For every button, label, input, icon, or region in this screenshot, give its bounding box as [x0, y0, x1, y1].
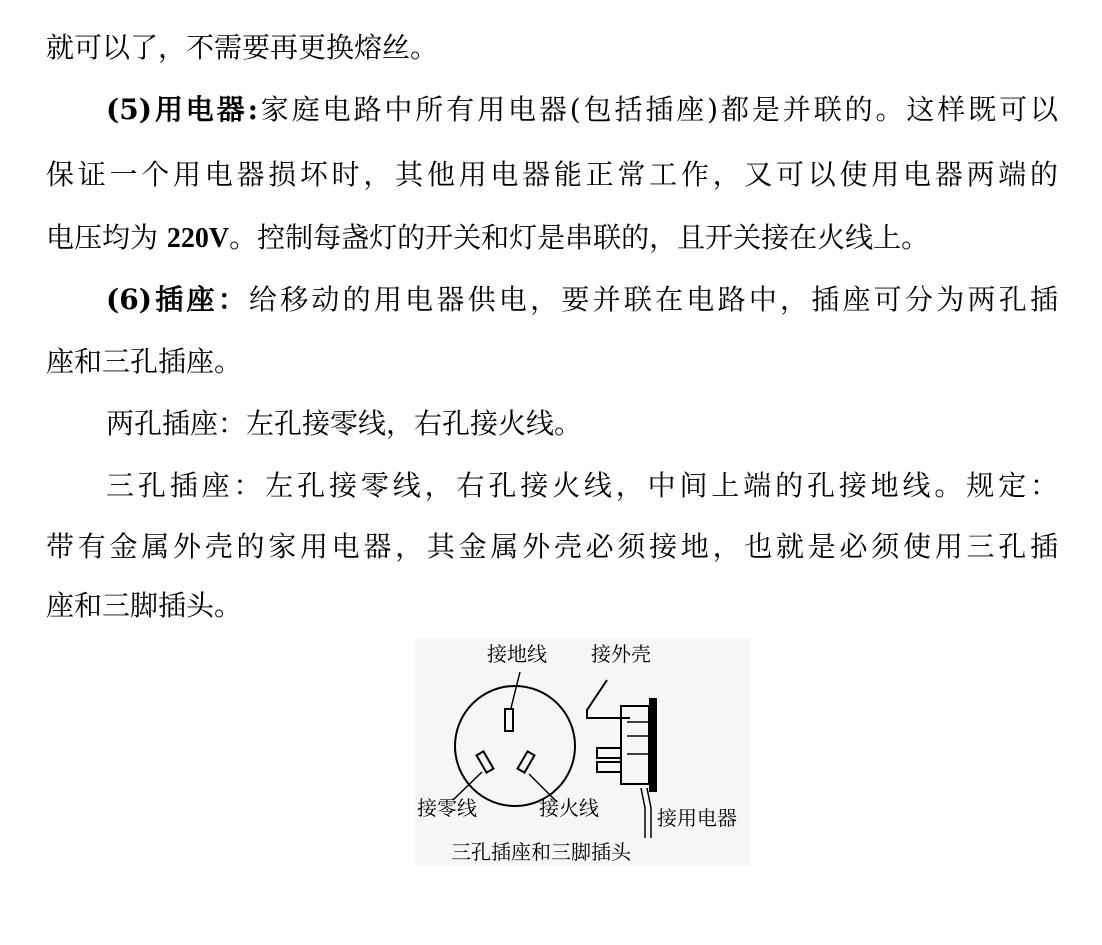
text-line-4 [46, 218, 1058, 259]
socket-plug-drawing [415, 638, 751, 866]
plug-flange [649, 698, 657, 792]
text-line-7: 两孔插座：左孔接零线，右孔接火线。 [106, 407, 583, 440]
label-shell: 接外壳 [591, 642, 651, 666]
label-ground: 接地线 [487, 642, 547, 666]
text-line-5 [106, 280, 1058, 320]
text-span: 。控制每盏灯的开关和灯是串联的，且开关接在火线上。 [229, 221, 930, 254]
text-line-8: 三孔插座：左孔接零线，右孔接火线，中间上端的孔接地线。规定： [106, 469, 1058, 502]
text-line-6: 座和三孔插座。 [46, 345, 243, 378]
text-span: 家庭电路中所有用电器(包括插座)都是并联的。这样既可以 [257, 93, 1058, 126]
text-line-3: 保证一个用电器损坏时，其他用电器能正常工作，又可以使用电器两端的 [46, 158, 1058, 191]
live-hole [518, 751, 535, 772]
heading-appliance: (5)用电器: [106, 93, 258, 126]
plug-pin-top [597, 748, 621, 758]
appliance-cord [641, 788, 645, 838]
text-line-9: 带有金属外壳的家用电器，其金属外壳必须接地，也就是必须使用三孔插 [46, 530, 1058, 563]
text-line-2 [106, 90, 1058, 130]
text-line-1: 就可以了，不需要再更换熔丝。 [46, 31, 439, 64]
label-appliance: 接用电器 [657, 806, 737, 830]
heading-socket: (6)插座： [106, 283, 249, 316]
shell-wire [587, 680, 630, 718]
ground-leader [511, 672, 520, 708]
text-span: 给移动的用电器供电，要并联在电路中，插座可分为两孔插 [248, 283, 1058, 316]
label-neutral: 接零线 [417, 796, 477, 820]
text-line-10: 座和三脚插头。 [46, 589, 243, 622]
neutral-hole [477, 751, 494, 772]
socket-outline [455, 686, 575, 806]
plug-pin-bottom [597, 762, 621, 772]
label-live: 接火线 [539, 796, 599, 820]
text-span: 电压均为 [46, 221, 159, 254]
voltage-value: 220V [166, 223, 230, 254]
appliance-cord [647, 788, 651, 838]
ground-hole [505, 709, 513, 731]
socket-plug-figure [415, 638, 751, 866]
figure-caption: 三孔插座和三脚插头 [451, 840, 631, 864]
